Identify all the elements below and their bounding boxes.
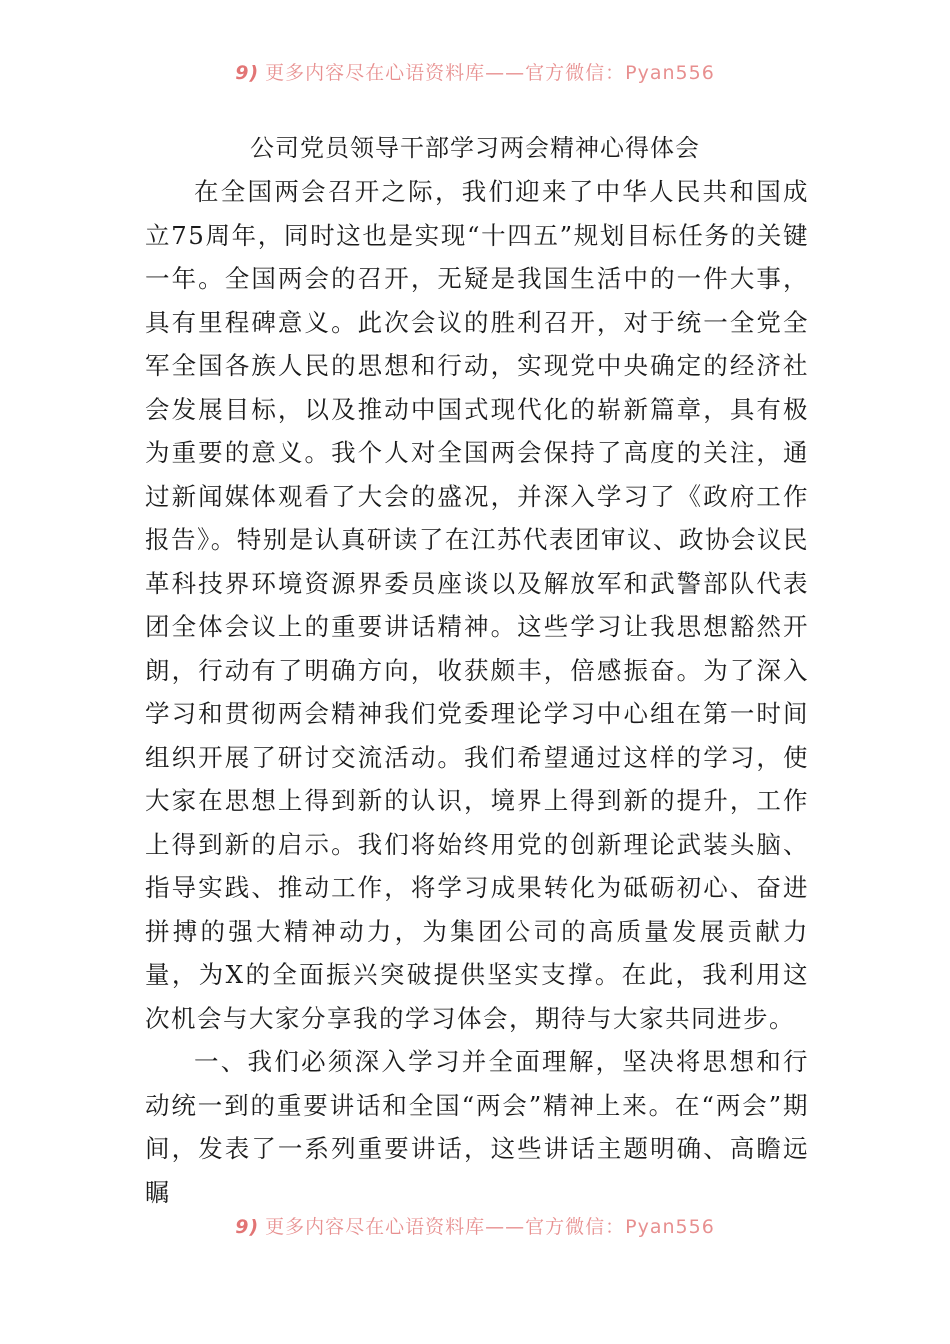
document-title: 公司党员领导干部学习两会精神心得体会 (250, 134, 700, 162)
paragraph-section-one: 一、我们必须深入学习并全面理解，坚决将思想和行动统一到的重要讲话和全国“两会”精神上来。在“两会”期间，发表了一系列重要讲话，这些讲话主题明确、高瞻远瞩 (145, 1047, 809, 1207)
watermark-logo-icon: 9) (235, 1216, 260, 1238)
watermark-header (0, 58, 950, 85)
watermark-footer (0, 1212, 950, 1239)
watermark-text: 更多内容尽在心语资料库——官方微信：Pyan556 (265, 62, 715, 84)
watermark-text: 更多内容尽在心语资料库——官方微信：Pyan556 (265, 1216, 715, 1238)
watermark-logo-icon: 9) (235, 62, 260, 84)
document-body (145, 170, 809, 1214)
paragraph-intro: 在全国两会召开之际，我们迎来了中华人民共和国成立75周年，同时这也是实现“十四五”规划目标任务的关键一年。全国两会的召开，无疑是我国生活中的一件大事，具有里程碑意义。此次会议的胜利召开，对于统一全党全军全国各族人民的思想和行动，实现党中央确定的经济社会发展目标，以及推动中国式现代化的崭新篇章，具有极为重要的意义。我个人对全国两会保持了高度的关注，通过新闻媒体观看了大会的盛况，并深入学习了《政府工作报告》。特别是认真研读了在江苏代表团审议、政协会议民革科技界环境资源界委员座谈以及解放军和武警部队代表团全体会议上的重要讲话精神。这些学习让我思想豁然开朗，行动有了明确方向，收获颇丰，倍感振奋。为了深入学习和贯彻两会精神我们党委理论学习中心组在第一时间组织开展了研讨交流活动。我们希望通过这样的学习，使大家在思想上得到新的认识，境界上得到新的提升，工作上得到新的启示。我们将始终用党的创新理论武装头脑、指导实践、推动工作，将学习成果转化为砥砺初心、奋进拼搏的强大精神动力，为集团公司的高质量发展贡献力量，为X的全面振兴突破提供坚实支撑。在此，我利用这次机会与大家分享我的学习体会，期待与大家共同进步。 (145, 177, 809, 1033)
